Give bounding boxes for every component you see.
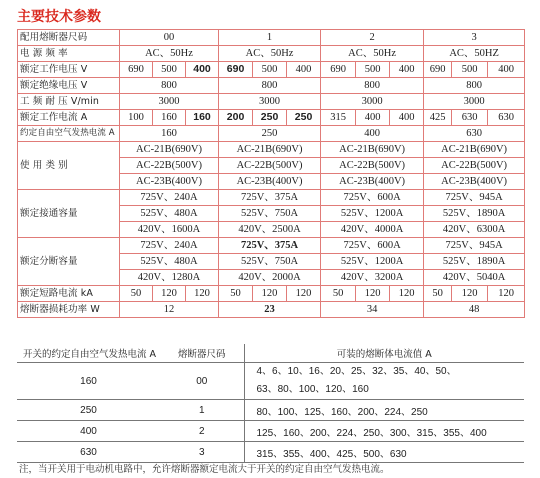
cell-current: 425 (424, 110, 452, 126)
cell-making: 420V、1600A (120, 222, 219, 238)
cell-voltage: 500 (253, 62, 287, 78)
cell-voltage: 690 (120, 62, 153, 78)
cell-voltage: 400 (287, 62, 321, 78)
cell-short-circuit: 50 (219, 286, 253, 302)
cell-making: 525V、750A (219, 206, 321, 222)
cell-power: AC、50Hz (219, 46, 321, 62)
label-power: 电 源 频 率 (18, 46, 120, 62)
label-op-voltage: 额定工作电压 V (18, 62, 120, 78)
cell-short-circuit: 120 (186, 286, 219, 302)
cell-voltage: 690 (424, 62, 452, 78)
cell-current: 400 (356, 110, 390, 126)
row-power (18, 46, 525, 62)
fuse-table-row (17, 363, 524, 400)
cell-short-circuit: 120 (153, 286, 186, 302)
cell-making: 525V、1890A (424, 206, 525, 222)
row-op-current (18, 110, 525, 126)
cell-making: 725V、945A (424, 190, 525, 206)
cell-voltage: 500 (356, 62, 390, 78)
row-size: 00 (160, 363, 244, 400)
cell-current: 250 (287, 110, 321, 126)
cell-breaking: 725V、600A (321, 238, 424, 254)
fuse-table-row (17, 400, 524, 421)
cell-size: 00 (120, 30, 219, 46)
cell-short-circuit: 120 (390, 286, 424, 302)
header-values: 可装的熔断体电流值 A (244, 344, 524, 363)
cell-category: AC-23B(400V) (424, 174, 525, 190)
fuse-table (17, 344, 524, 463)
cell-current: 315 (321, 110, 356, 126)
cell-category: AC-22B(500V) (120, 158, 219, 174)
cell-withstand: 3000 (219, 94, 321, 110)
row-short-circuit (18, 286, 525, 302)
cell-current: 160 (186, 110, 219, 126)
cell-short-circuit: 120 (452, 286, 488, 302)
cell-breaking: 725V、375A (219, 238, 321, 254)
row-current: 400 (17, 421, 160, 442)
fuse-table-row (17, 421, 524, 442)
cell-breaking: 525V、1200A (321, 254, 424, 270)
row-current: 160 (17, 363, 160, 400)
cell-size: 3 (424, 30, 525, 46)
cell-short-circuit: 120 (253, 286, 287, 302)
header-current: 开关的约定自由空气发热电流 A (17, 344, 160, 363)
label-heating: 约定自由空气发热电流 A (18, 126, 120, 142)
cell-voltage: 500 (153, 62, 186, 78)
cell-category: AC-22B(500V) (321, 158, 424, 174)
cell-insulation: 800 (424, 78, 525, 94)
row-values: 315、355、400、425、500、630 (244, 442, 524, 463)
cell-making: 525V、1200A (321, 206, 424, 222)
spec-table (17, 29, 525, 318)
label-op-current: 额定工作电流 A (18, 110, 120, 126)
cell-current: 200 (219, 110, 253, 126)
row-values (244, 363, 524, 400)
cell-current: 630 (452, 110, 488, 126)
row-heating (18, 126, 525, 142)
cell-insulation: 800 (219, 78, 321, 94)
cell-power: AC、50HZ (424, 46, 525, 62)
row-loss (18, 302, 525, 318)
row-fuse-size (18, 30, 525, 46)
page-title: 主要技术参数 (17, 9, 101, 25)
cell-power: AC、50Hz (120, 46, 219, 62)
cell-making: 420V、6300A (424, 222, 525, 238)
cell-breaking: 725V、945A (424, 238, 525, 254)
row-current: 250 (17, 400, 160, 421)
cell-breaking: 420V、5040A (424, 270, 525, 286)
cell-loss: 23 (219, 302, 321, 318)
row-values: 125、160、200、224、250、300、315、355、400 (244, 421, 524, 442)
cell-heating: 250 (219, 126, 321, 142)
cell-voltage: 690 (219, 62, 253, 78)
cell-current: 160 (153, 110, 186, 126)
cell-voltage: 500 (452, 62, 488, 78)
cell-loss: 12 (120, 302, 219, 318)
cell-making: 725V、240A (120, 190, 219, 206)
label-insulation: 额定绝缘电压 V (18, 78, 120, 94)
cell-breaking: 525V、1890A (424, 254, 525, 270)
label-fuse-size: 配用熔断器尺码 (18, 30, 120, 46)
cell-voltage: 690 (321, 62, 356, 78)
fuse-table-header (17, 344, 524, 363)
label-short-circuit: 额定短路电流 kA (18, 286, 120, 302)
cell-insulation: 800 (321, 78, 424, 94)
cell-breaking: 420V、3200A (321, 270, 424, 286)
cell-category: AC-21B(690V) (424, 142, 525, 158)
cell-current: 400 (390, 110, 424, 126)
label-category: 使 用 类 别 (18, 142, 120, 190)
cell-breaking: 525V、750A (219, 254, 321, 270)
row-values: 80、100、125、160、200、224、250 (244, 400, 524, 421)
row-op-voltage (18, 62, 525, 78)
cell-category: AC-21B(690V) (120, 142, 219, 158)
cell-voltage: 400 (390, 62, 424, 78)
cell-power: AC、50Hz (321, 46, 424, 62)
cell-category: AC-22B(500V) (219, 158, 321, 174)
cell-heating: 630 (424, 126, 525, 142)
cell-loss: 34 (321, 302, 424, 318)
row-size: 3 (160, 442, 244, 463)
cell-withstand: 3000 (424, 94, 525, 110)
cell-size: 2 (321, 30, 424, 46)
cell-category: AC-21B(690V) (321, 142, 424, 158)
label-withstand: 工 频 耐 压 V/min (18, 94, 120, 110)
cell-heating: 160 (120, 126, 219, 142)
row-category (18, 142, 525, 158)
footnote: 注，当开关用于电动机电路中，允许熔断器额定电流大于开关的约定自由空气发热电流。 (19, 464, 390, 475)
cell-breaking: 420V、2000A (219, 270, 321, 286)
cell-loss: 48 (424, 302, 525, 318)
cell-size: 1 (219, 30, 321, 46)
cell-withstand: 3000 (120, 94, 219, 110)
row-breaking (18, 238, 525, 254)
cell-breaking: 725V、240A (120, 238, 219, 254)
row-values-line: 63、80、100、120、160 (256, 384, 369, 395)
cell-making: 420V、2500A (219, 222, 321, 238)
cell-short-circuit: 50 (120, 286, 153, 302)
cell-breaking: 525V、480A (120, 254, 219, 270)
cell-voltage: 400 (488, 62, 525, 78)
row-values-line: 4、6、10、16、20、25、32、35、40、50、 (256, 366, 457, 377)
cell-short-circuit: 50 (321, 286, 356, 302)
cell-making: 420V、4000A (321, 222, 424, 238)
cell-current: 630 (488, 110, 525, 126)
cell-insulation: 800 (120, 78, 219, 94)
cell-short-circuit: 120 (356, 286, 390, 302)
cell-current: 100 (120, 110, 153, 126)
cell-short-circuit: 120 (287, 286, 321, 302)
row-insulation (18, 78, 525, 94)
fuse-table-row (17, 442, 524, 463)
cell-making: 725V、375A (219, 190, 321, 206)
cell-category: AC-21B(690V) (219, 142, 321, 158)
cell-short-circuit: 120 (488, 286, 525, 302)
cell-category: AC-23B(400V) (321, 174, 424, 190)
cell-category: AC-22B(500V) (424, 158, 525, 174)
label-making: 额定接通容量 (18, 190, 120, 238)
row-withstand (18, 94, 525, 110)
header-size: 熔断器尺码 (160, 344, 244, 363)
cell-making: 725V、600A (321, 190, 424, 206)
row-size: 1 (160, 400, 244, 421)
cell-breaking: 420V、1280A (120, 270, 219, 286)
cell-current: 250 (253, 110, 287, 126)
row-size: 2 (160, 421, 244, 442)
cell-voltage: 400 (186, 62, 219, 78)
row-making (18, 190, 525, 206)
cell-making: 525V、480A (120, 206, 219, 222)
cell-heating: 400 (321, 126, 424, 142)
row-current: 630 (17, 442, 160, 463)
label-breaking: 额定分断容量 (18, 238, 120, 286)
label-loss: 熔断器损耗功率 W (18, 302, 120, 318)
cell-withstand: 3000 (321, 94, 424, 110)
cell-category: AC-23B(400V) (219, 174, 321, 190)
cell-category: AC-23B(400V) (120, 174, 219, 190)
cell-short-circuit: 50 (424, 286, 452, 302)
